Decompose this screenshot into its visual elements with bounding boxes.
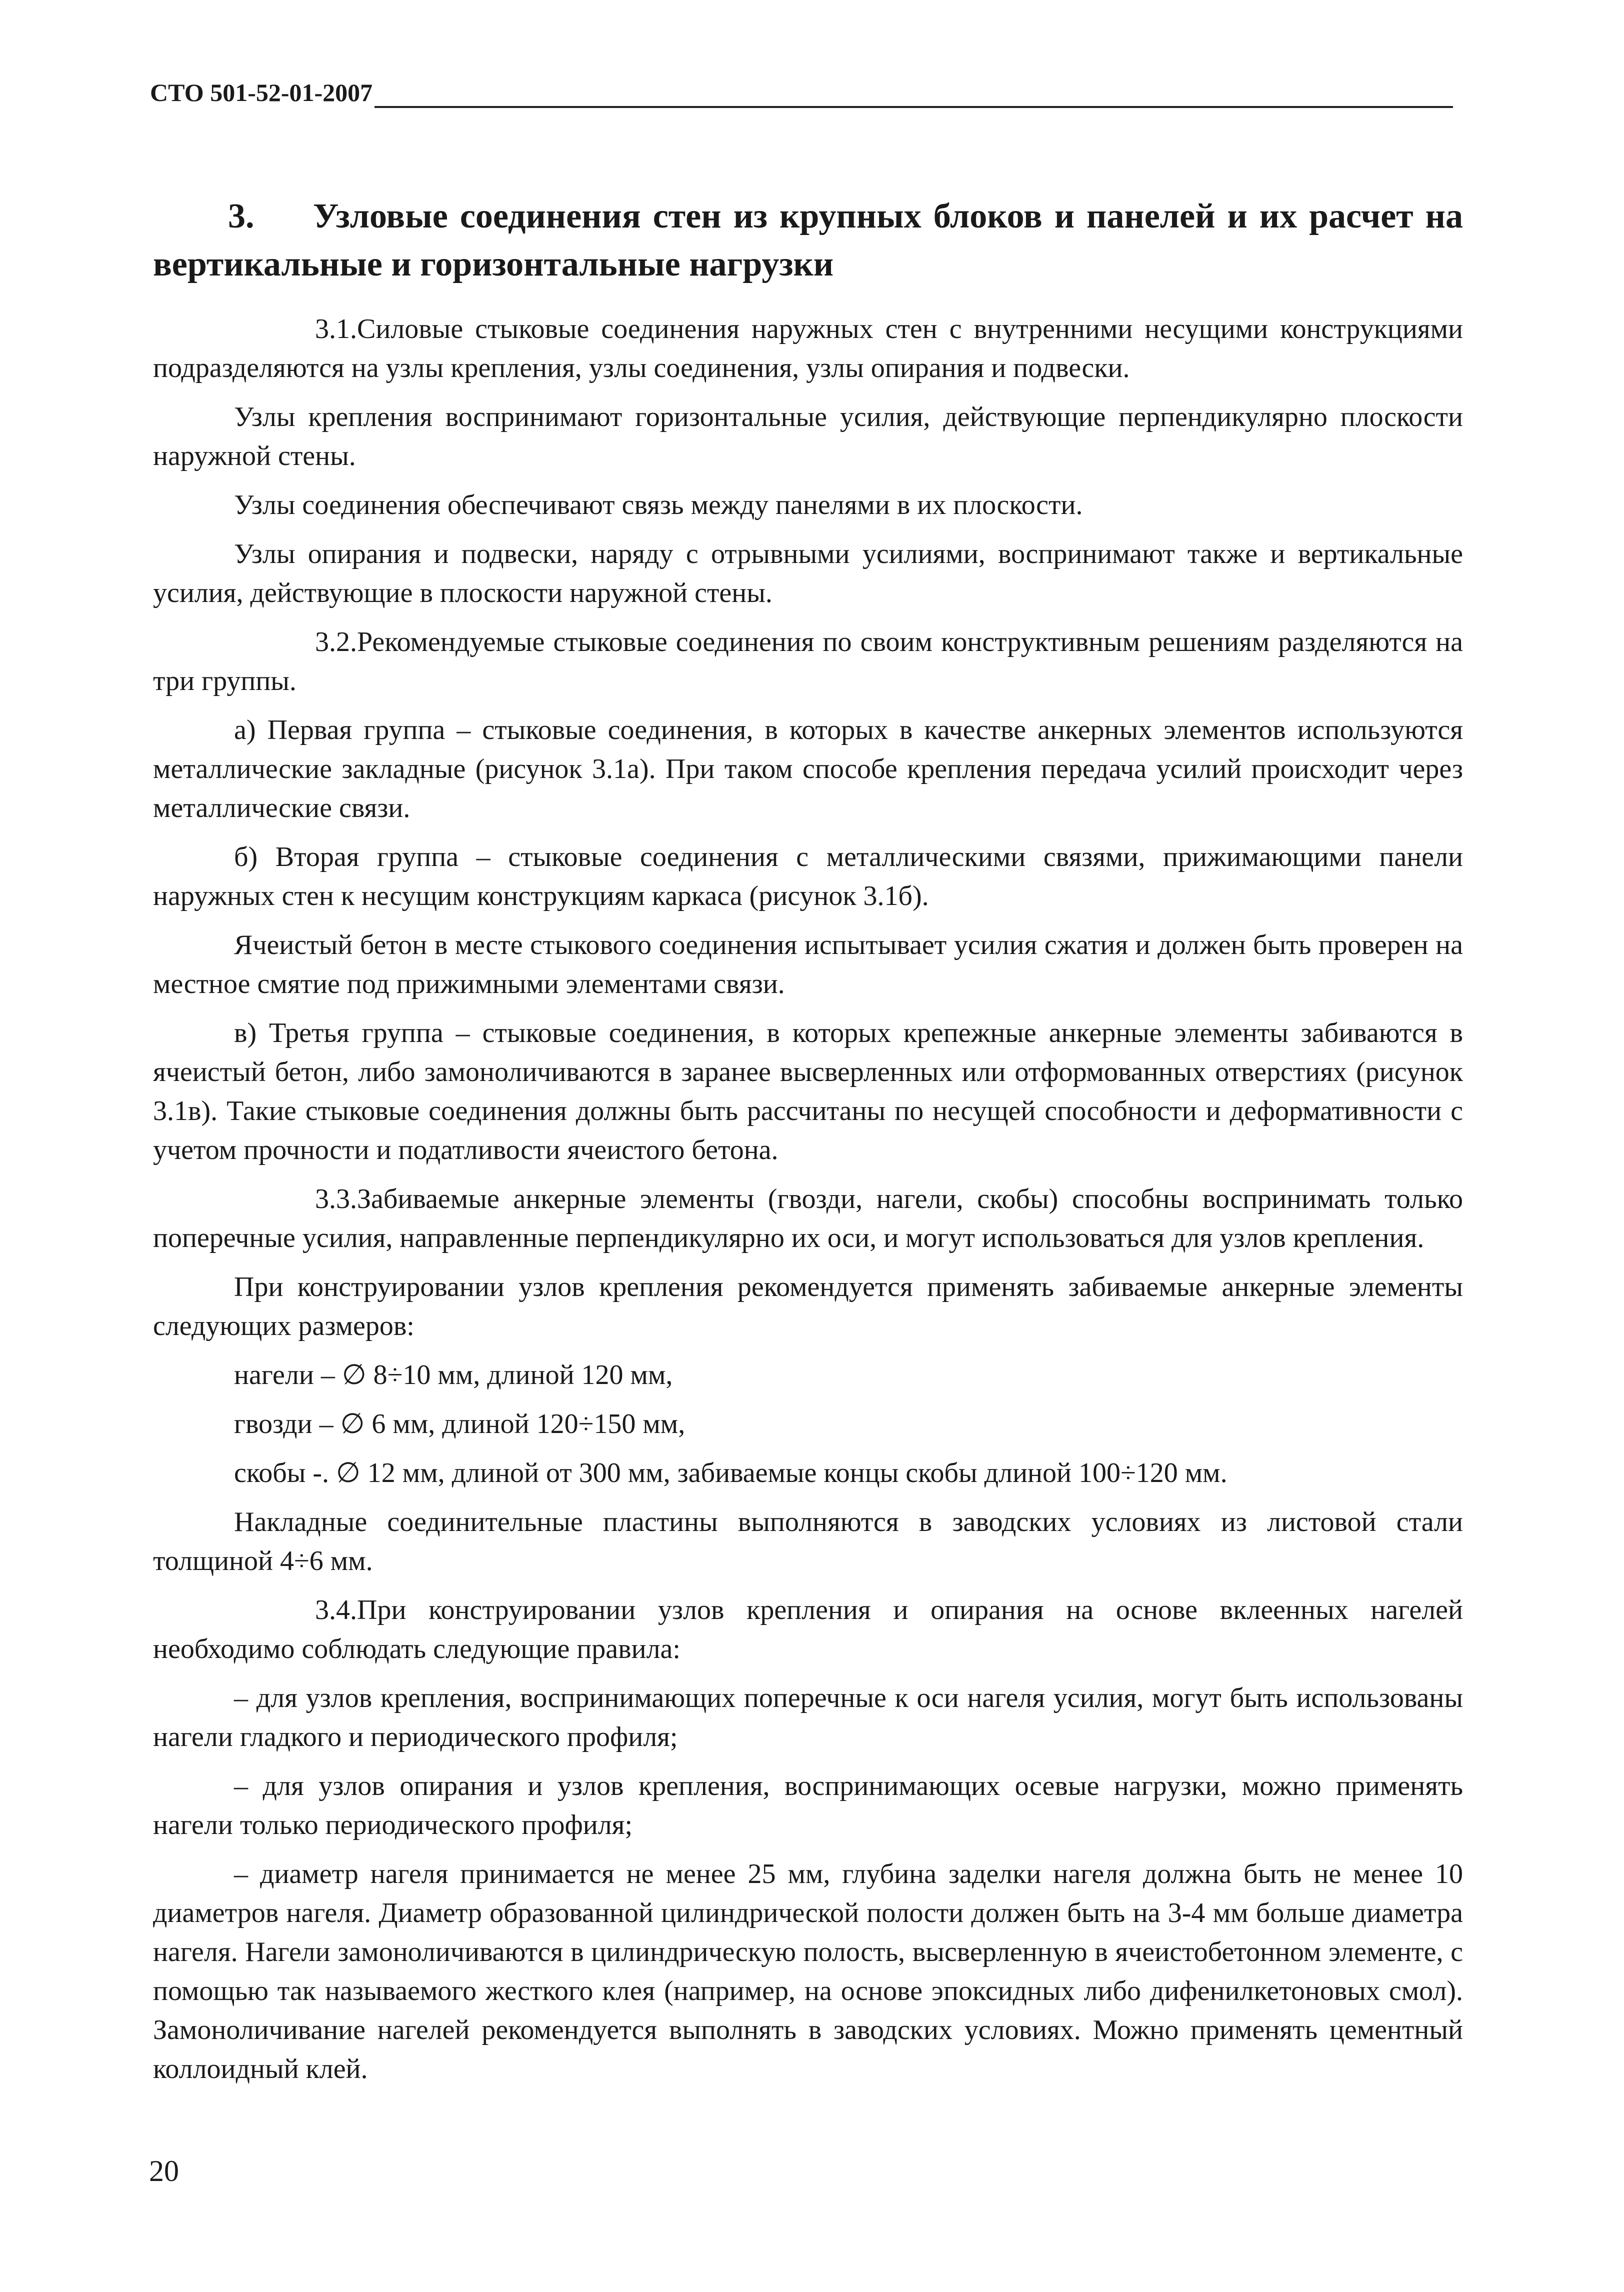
list-item (153, 1454, 1463, 1492)
clause-number: 3.2. (315, 626, 357, 658)
paragraph (153, 838, 1463, 916)
paragraph-text: Узлы крепления воспринимают горизонтальные усилия, действующие перпендикулярно плоскости наружной стены. (153, 402, 1463, 472)
paragraph (153, 926, 1463, 1004)
document-code: СТО 501-52-01-2007 (150, 75, 374, 110)
list-item (153, 1854, 1463, 2088)
paragraph-text: – для узлов опирания и узлов крепления, воспринимающих осевые нагрузки, можно применять нагели только периодического профиля; (153, 1770, 1463, 1840)
paragraph (153, 1502, 1463, 1580)
paragraph-text: Ячеистый бетон в месте стыкового соединения испытывает усилия сжатия и должен быть проверен на местное смятие под прижимными элементами связи. (153, 930, 1463, 1000)
paragraph (153, 534, 1463, 612)
section-heading (153, 192, 1463, 288)
paragraph-text: гвозди – ∅ 6 мм, длиной 120÷150 мм, (234, 1408, 686, 1440)
paragraph-text: а) Первая группа – стыковые соединения, в которых в качестве анкерных элементов используются металлические закладные (рисунок 3.1а). При таком способе крепления передача усилий происходит через металлические связи. (153, 714, 1463, 824)
paragraph-3-2 (153, 622, 1463, 700)
paragraph-text: б) Вторая группа – стыковые соединения с металлическими связями, прижимающими панели наружных стен к несущим конструкциям каркаса (рисунок 3.1б). (153, 842, 1463, 912)
paragraph (153, 486, 1463, 524)
paragraph-text: нагели – ∅ 8÷10 мм, длиной 120 мм, (234, 1360, 673, 1390)
clause-number: 3.1. (315, 314, 357, 344)
list-item (153, 1404, 1463, 1444)
document-body (153, 192, 1463, 2088)
clause-number: 3.4. (315, 1594, 357, 1626)
paragraph-text: Узлы опирания и подвески, наряду с отрывными усилиями, воспринимают также и вертикальные усилия, действующие в плоскости наружной стены. (153, 538, 1463, 608)
paragraph-text: Забиваемые анкерные элементы (гвозди, нагели, скобы) способны воспринимать только поперечные усилия, направленные перпендикулярно их оси, и могут использоваться для узлов крепления. (153, 1184, 1463, 1254)
paragraph-text: – диаметр нагеля принимается не менее 25 мм, глубина заделки нагеля должна быть не менее 10 диаметров нагеля. Диаметр образованной цилиндрической полости должен быть на 3-4 мм больше диаметра нагеля. Нагели замоноличиваются в цилиндрическую полость, высверленную в ячеистобетонном элементе, с помощью так называемого жесткого клея (например, на основе эпоксидных либо дифенилкетоновых смол). Замоноличивание нагелей рекомендуется выполнять в заводских условиях. Можно применять цементный коллоидный клей. (153, 1858, 1463, 2084)
paragraph-text: Рекомендуемые стыковые соединения по своим конструктивным решениям разделяются на три группы. (153, 626, 1463, 696)
clause-number: 3.3. (315, 1184, 357, 1214)
section-title: Узловые соединения стен из крупных блоков и панелей и их расчет на вертикальные и горизонтальные нагрузки (153, 197, 1463, 284)
page-header (150, 75, 1453, 115)
paragraph-text: в) Третья группа – стыковые соединения, в которых крепежные анкерные элементы забиваются в ячеистый бетон, либо замоноличиваются в заранее высверленных или отформованных отверстиях (рисунок 3.1в). Такие стыковые соединения должны быть рассчитаны по несущей способности и деформативности с учетом прочности и податливости ячеистого бетона. (153, 1018, 1463, 1166)
paragraph (153, 398, 1463, 476)
paragraph-text: скобы -. ∅ 12 мм, длиной от 300 мм, забиваемые концы скобы длиной 100÷120 мм. (234, 1458, 1228, 1488)
paragraph (153, 1268, 1463, 1346)
paragraph-3-3 (153, 1180, 1463, 1258)
paragraph-text: Накладные соединительные пластины выполняются в заводских условиях из листовой стали толщиной 4÷6 мм. (153, 1506, 1463, 1576)
page-number: 20 (149, 2154, 179, 2188)
paragraph-text: Силовые стыковые соединения наружных стен с внутренними несущими конструкциями подразделяются на узлы крепления, узлы соединения, узлы опирания и подвески. (153, 314, 1463, 384)
paragraph-text: При конструировании узлов крепления и опирания на основе вклеенных нагелей необходимо соблюдать следующие правила: (153, 1594, 1463, 1664)
paragraph-3-4 (153, 1590, 1463, 1668)
list-item (153, 1356, 1463, 1394)
list-item (153, 1678, 1463, 1756)
paragraph-3-1 (153, 310, 1463, 388)
paragraph-text: При конструировании узлов крепления рекомендуется применять забиваемые анкерные элементы следующих размеров: (153, 1272, 1463, 1342)
section-number: 3. (228, 197, 254, 236)
paragraph (153, 1014, 1463, 1170)
list-item (153, 1766, 1463, 1844)
paragraph-text: Узлы соединения обеспечивают связь между панелями в их плоскости. (234, 490, 1083, 520)
paragraph-text: – для узлов крепления, воспринимающих поперечные к оси нагеля усилия, могут быть использованы нагели гладкого и периодического профиля; (153, 1682, 1463, 1752)
paragraph (153, 710, 1463, 828)
